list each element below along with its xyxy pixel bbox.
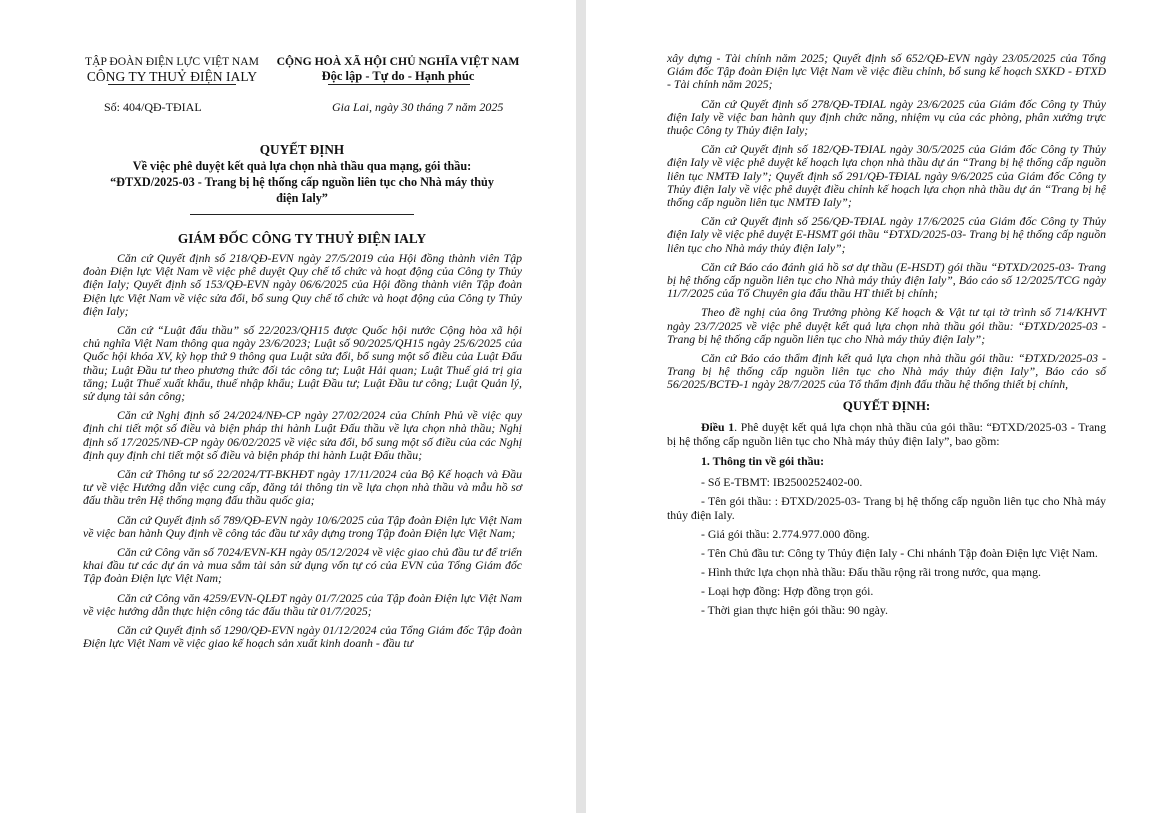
package-info-item: - Tên Chủ đầu tư: Công ty Thủy điện Ialy - Chi nhánh Tập đoàn Điện lực Việt Nam.	[701, 545, 1098, 560]
article-label: Điều 1	[701, 419, 735, 434]
document-page-left	[0, 0, 576, 813]
legal-basis-paragraph: Căn cứ Quyết định số 256/QĐ-TĐIAL ngày 17/6/2025 của Giám đốc Công ty Thủy điện Ialy về việc phê duyệt E-HSMT gói thầu “ĐTXD/2025-03- Trang bị hệ thống cấp nguồn liên tục cho Nhà máy thủy điện Ialy”;	[667, 214, 1106, 255]
national-header	[270, 54, 526, 84]
document-subject-line-2: “ĐTXD/2025-03 - Trang bị hệ thống cấp nguồn liên tục cho Nhà máy thủy	[110, 175, 494, 189]
package-info-item: - Tên gói thầu: : ĐTXD/2025-03- Trang bị hệ thống cấp nguồn liên tục cho Nhà máy thủy điện Ialy.	[667, 493, 1106, 522]
document-page-right	[586, 0, 1158, 813]
package-info-item: - Số E-TBMT: IB2500252402-00.	[701, 474, 863, 489]
legal-basis-paragraph: Căn cứ Quyết định số 1290/QĐ-EVN ngày 01/12/2024 của Tổng Giám đốc Tập đoàn Điện lực Việt Nam về việc giao kế hoạch sản xuất kinh doanh - đầu tư	[83, 623, 522, 651]
section-heading: 1. Thông tin về gói thầu:	[701, 453, 825, 468]
legal-basis-paragraph: Căn cứ Quyết định số 278/QĐ-TĐIAL ngày 23/6/2025 của Giám đốc Công ty Thủy điện Ialy về việc ban hành quy định chức năng, nhiệm vụ của các phòng, phân xưởng trực thuộc Công ty Thủy điện Ialy;	[667, 96, 1106, 138]
legal-basis-paragraph: Căn cứ Quyết định số 789/QĐ-EVN ngày 10/6/2025 của Tập đoàn Điện lực Việt Nam về việc ban hành Quy định về công tác đầu tư xây dựng trong Tập đoàn Điện lực Việt Nam;	[83, 512, 522, 540]
legal-basis-paragraph: Căn cứ Báo cáo thẩm định kết quả lựa chọn nhà thầu gói thầu: “ĐTXD/2025-03 - Trang bị hệ thống cấp nguồn liên tục cho Nhà máy thủy điện Ialy”, Báo cáo số 56/2025/BCTĐ-1 ngày 28/7/2025 của Tổ thẩm định đấu thầu hệ thống thiết bị chính,	[667, 351, 1106, 392]
motto-underline	[328, 84, 470, 85]
decision-heading: QUYẾT ĐỊNH:	[842, 397, 931, 413]
legal-basis-paragraph: Theo đề nghị của ông Trưởng phòng Kế hoạch & Vật tư tại tờ trình số 714/KHVT ngày 23/7/2025 về việc phê duyệt kết quả lựa chọn nhà thầu gói thầu: “ĐTXD/2025-03 - Trang bị hệ thống cấp nguồn liên tục cho Nhà máy thủy điện Ialy”;	[667, 305, 1106, 346]
document-subject-line-3: điện Ialy”	[276, 191, 328, 205]
article-1	[667, 420, 1106, 448]
document-title: QUYẾT ĐỊNH	[259, 142, 345, 157]
place-and-date: Gia Lai, ngày 30 tháng 7 năm 2025	[332, 100, 504, 114]
legal-basis-continued	[667, 52, 1106, 622]
legal-basis-paragraph: Căn cứ Quyết định số 182/QĐ-TĐIAL ngày 30/5/2025 của Giám đốc Công ty Thủy điện Ialy về việc phê duyệt kế hoạch lựa chọn nhà thầu dự án “Trang bị hệ thống cấp nguồn liên tục NMTĐ Ialy”; Quyết định số 291/QĐ-TĐIAL ngày 9/6/2025 của Giám đốc Công ty Thủy điện Ialy về việc phê duyệt điều chỉnh kế hoạch lựa chọn nhà thầu dự án “Trang bị hệ thống cấp nguồn liên tục NMTĐ Ialy”;	[667, 142, 1106, 210]
issuing-authority: GIÁM ĐỐC CÔNG TY THUỶ ĐIỆN IALY	[177, 231, 427, 246]
title-divider	[190, 214, 414, 215]
document-number: Số: 404/QĐ-TĐIAL	[104, 100, 202, 114]
page-gutter	[576, 0, 586, 813]
decision-title-block	[80, 141, 524, 206]
national-motto: Độc lập - Tự do - Hạnh phúc	[321, 69, 475, 83]
issuer-underline	[108, 84, 236, 85]
legal-basis-paragraph: Căn cứ Thông tư số 22/2024/TT-BKHĐT ngày 17/11/2024 của Bộ Kế hoạch và Đầu tư về việc Hướng dẫn việc cung cấp, đăng tải thông tin về lựa chọn nhà thầu và mẫu hồ sơ đấu thầu trên Hệ thống mạng đấu thầu quốc gia;	[83, 467, 522, 508]
continued-paragraph: xây dựng - Tài chính năm 2025; Quyết định số 652/QĐ-EVN ngày 23/05/2025 của Tổng Giám đốc Tập đoàn Điện lực Việt Nam về việc điều chỉnh, bổ sung kế hoạch SXKD - ĐTXD - Tài chính năm 2025;	[667, 51, 1106, 92]
legal-basis-paragraph: Căn cứ Công văn 4259/EVN-QLĐT ngày 01/7/2025 của Tập đoàn Điện lực Việt Nam về việc hướng dẫn thực hiện công tác đấu thầu từ 01/7/2025;	[83, 590, 522, 618]
legal-basis-paragraph: Căn cứ Nghị định số 24/2024/NĐ-CP ngày 27/02/2024 của Chính Phủ về việc quy định chi tiết một số điều và biện pháp thi hành Luật Đấu thầu về lựa chọn nhà thầu; Nghị định số 17/2025/NĐ-CP ngày 06/02/2025 về việc sửa đổi, bổ sung một số điều của các Nghị định quy định chi tiết một số điều và biện pháp thi hành Luật Đấu thầu;	[83, 408, 522, 462]
issuer-header	[62, 54, 282, 85]
legal-basis-list	[83, 252, 522, 656]
package-info-item: - Giá gói thầu: 2.774.977.000 đồng.	[701, 526, 870, 541]
legal-basis-paragraph: Căn cứ “Luật đấu thầu” số 22/2023/QH15 được Quốc hội nước Cộng hòa xã hội chủ nghĩa Việt Nam thông qua ngày 23/6/2023; Luật số 90/2025/QH15 ngày 25/6/2025 của Quốc hội khóa XV, kỳ họp thứ 9 thông qua Luật sửa đổi, bổ sung một số điều của Luật Đấu thầu; Luật Đầu tư theo phương thức đối tác công tư; Luật Hải quan; Luật Thuế giá trị gia tăng; Luật Thuế xuất khẩu, thuế nhập khẩu; Luật Đầu tư; Luật Đầu tư công; Luật Quản lý, sử dụng tài sản công;	[83, 323, 522, 404]
legal-basis-paragraph: Căn cứ Báo cáo đánh giá hồ sơ dự thầu (E-HSDT) gói thầu “ĐTXD/2025-03- Trang bị hệ thống cấp nguồn liên tục cho Nhà máy thủy điện Ialy”, Báo cáo số 12/2025/TCG ngày 11/7/2025 của Tổ Chuyên gia đấu thầu HT thiết bị chính;	[667, 259, 1106, 301]
nation-title: CỘNG HOÀ XÃ HỘI CHỦ NGHĨA VIỆT NAM	[276, 55, 520, 68]
parent-organization: TẬP ĐOÀN ĐIỆN LỰC VIỆT NAM	[85, 55, 259, 68]
legal-basis-paragraph: Căn cứ Công văn số 7024/EVN-KH ngày 05/12/2024 về việc giao chủ đầu tư để triển khai đầu tư các dự án và mua sắm tài sản sử dụng vốn tự có của EVN của Tổng Giám đốc Tập đoàn Điện lực Việt Nam;	[83, 545, 522, 586]
package-info-item: - Hình thức lựa chọn nhà thầu: Đấu thầu rộng rãi trong nước, qua mạng.	[701, 564, 1041, 579]
package-info-item: - Loại hợp đồng: Hợp đồng trọn gói.	[701, 583, 874, 598]
legal-basis-paragraph: Căn cứ Quyết định số 218/QĐ-EVN ngày 27/5/2019 của Hội đồng thành viên Tập đoàn Điện lực Việt Nam về việc phê duyệt Quy chế tổ chức và hoạt động của Công ty Thủy điện Ialy; Quyết định số 153/QĐ-EVN ngày 06/6/2025 của Hội đồng thành viên Tập đoàn Điện lực Việt Nam về việc sửa đổi, bổ sung Quy chế tổ chức và hoạt động của Công ty Thủy điện Ialy;	[83, 251, 522, 318]
article-text: . Phê duyệt kết quả lựa chọn nhà thầu của gói thầu: “ĐTXD/2025-03 - Trang bị hệ thống cấp nguồn liên tục cho Nhà máy thủy điện Ialy”, bao gồm:	[667, 419, 1106, 448]
package-info-item: - Thời gian thực hiện gói thầu: 90 ngày.	[701, 602, 888, 617]
company-name: CÔNG TY THUỶ ĐIỆN IALY	[86, 69, 258, 84]
document-subject-line-1: Về việc phê duyệt kết quả lựa chọn nhà thầu qua mạng, gói thầu:	[132, 159, 472, 173]
